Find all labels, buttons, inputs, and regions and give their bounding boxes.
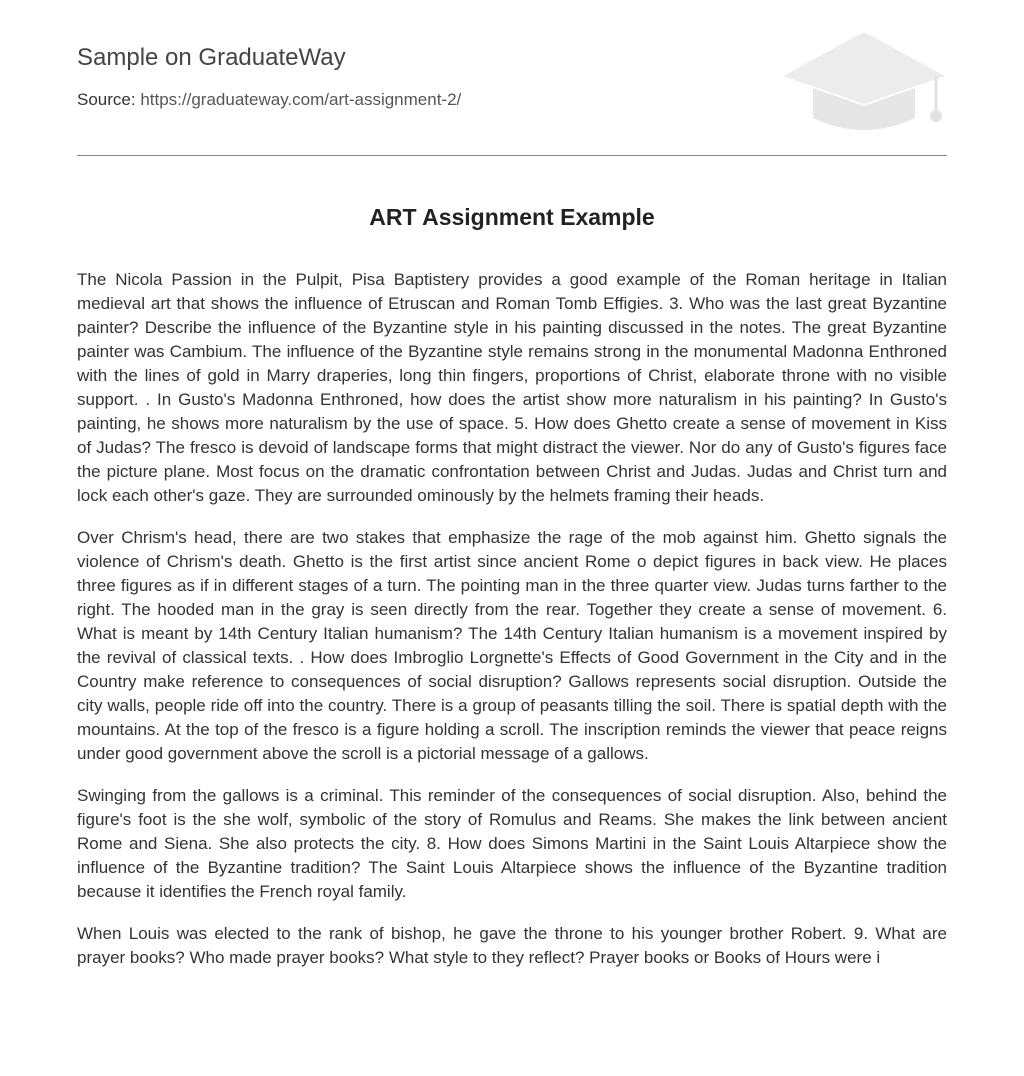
source-link[interactable]: https://graduateway.com/art-assignment-2/	[140, 90, 462, 109]
paragraph: When Louis was elected to the rank of bishop, he gave the throne to his younger brother Robert. 9. What are prayer books? Who made prayer books? What style to they reflect? Prayer books or Books of Hours were i	[77, 924, 947, 967]
paragraph: The Nicola Passion in the Pulpit, Pisa Baptistery provides a good example of the Roman heritage in Italian medieval art that shows the influence of Etruscan and Roman Tomb Effigies. 3. Who was the last great Byzantine painter? Describe the influence of the Byzantine style in his painting discussed in the notes. The great Byzantine painter was Cambium. The influence of the Byzantine style remains strong in the monumental Madonna Enthroned with the lines of gold in Marry draperies, long thin fingers, proportions of Christ, elaborate throne with no visible support. . In Gusto's Madonna Enthroned, how does the artist show more naturalism in his painting? In Gusto's painting, he shows more naturalism by the use of space. 5. How does Ghetto create a sense of movement in Kiss of Judas? The fresco is devoid of landscape forms that might distract the viewer. Nor do any of Gusto's figures face the picture plane. Most focus on the dramatic confrontation between Christ and Judas. Judas and Christ turn and lock each other's gaze. They are surrounded ominously by the helmets framing their heads.	[77, 270, 947, 505]
source-label: Source:	[77, 90, 136, 109]
source-line	[77, 90, 461, 110]
document-title: ART Assignment Example	[369, 204, 655, 230]
document-body	[77, 268, 947, 988]
site-title: Sample on GraduateWay	[77, 44, 346, 71]
paragraph: Swinging from the gallows is a criminal. This reminder of the consequences of social disruption. Also, behind the figure's foot is the she wolf, symbolic of the story of Romulus and Reams. She makes the link between ancient Rome and Siena. She also protects the city. 8. How does Simons Martini in the Saint Louis Altarpiece show the influence of the Byzantine tradition? The Saint Louis Altarpiece shows the influence of the Byzantine tradition because it identifies the French royal family.	[77, 786, 947, 901]
graduation-cap-icon	[781, 30, 947, 134]
paragraph: Over Chrism's head, there are two stakes that emphasize the rage of the mob against him. Ghetto signals the violence of Chrism's death. Ghetto is the first artist since ancient Rome o depict figures in back view. He places three figures as if in different stages of a turn. The pointing man in the three quarter view. Judas turns farther to the right. The hooded man in the gray is seen directly from the rear. Together they create a sense of movement. 6. What is meant by 14th Century Italian humanism? The 14th Century Italian humanism is a movement inspired by the revival of classical texts. . How does Imbroglio Lorgnette's Effects of Good Government in the City and in the Country make reference to consequences of social disruption? Gallows represents social disruption. Outside the city walls, people ride off into the country. There is a group of peasants tilling the soil. There is spatial depth with the mountains. At the top of the fresco is a figure holding a scroll. The inscription reminds the viewer that peace reigns under good government above the scroll is a pictorial message of a gallows.	[77, 528, 947, 763]
header-divider	[77, 155, 947, 156]
page-header	[77, 0, 947, 156]
